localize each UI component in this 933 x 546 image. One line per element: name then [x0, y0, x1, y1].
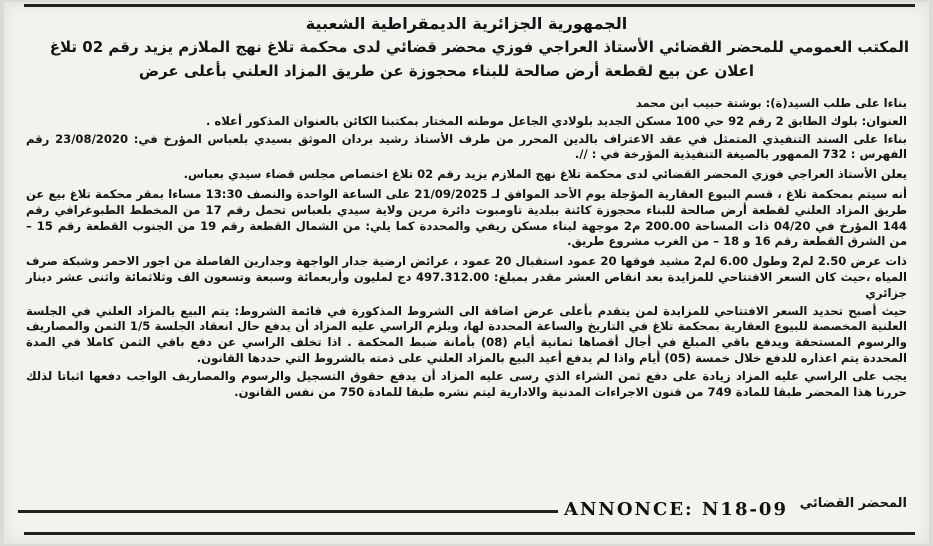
- office-heading: المكتب العمومي للمحضر القضائي الأستاذ العراجي فوزي محضر قضائي لدى محكمة تلاغ نهج الملازم يزيد رقم 02 تلاغ: [49, 38, 909, 56]
- annonce-rule: [18, 510, 558, 513]
- property-description-paragraph: ذات عرض 2.50 لم2 وطول 6.00 لم2 مشيد فوقها 20 عمود استقبال 20 عمود ، عرائض ارضية جدار الواجهة وجدارين الفاصلة من اجور الاحمر وشبكة صرف المياه ،حيث كان السعر الافتتاحي للمزايدة بعد انقاص العشر مقدر بمبلغ: 497.312.00 دج لمليون وأربعمائة وسبعة وتسعون الف وثلاثمائة واثنى عشر دينار جزائري: [26, 254, 908, 300]
- buyer-obligations-paragraph: يجب على الراسي عليه المزاد زيادة على دفع ثمن الشراء الذي رسى عليه المزاد أن يدفع حقوق التسجيل والرسوم والمصاريف الواجب دفعها اثباتا لذلك حررنا هذا المحضر طبقا للمادة 749 من قنون الاجراءات المدنية والادارية ليتم نشره طبقا للمادة 750 من نفس القانون.: [26, 368, 907, 399]
- bottom-rule: [24, 532, 915, 535]
- announcement-body: [26, 96, 907, 402]
- address-paragraph: العنوان: بلوك الطابق 2 رقم 92 حي 100 مسكن الجديد بلولادي الجاعل موطنه المختار بمكتبنا الكائن بالعنوان المذكور أعلاه .: [205, 113, 907, 128]
- announcement-title: اعلان عن بيع لقطعة أرض صالحة للبناء محجوزة عن طريق المزاد العلني بأعلى عرض: [138, 62, 755, 80]
- auction-conditions-paragraph: حيث أصبح تحديد السعر الافتتاحي للمزايدة لمن يتقدم بأعلى عرض اضافة الى الشروط المذكورة في قائمة الشروط: يتم البيع بالمزاد العلني في الجلسة العلنية المخصصة للبيوع العقارية بمحكمة تلاغ في التاريخ والساعة المحددة لها، ويلزم الراسي عليه المزاد أن يدفع حال انعقاد الجلسة 1/5 الثمن والمصاريف والرسوم المستحقة ويدفع باقي المبلغ في أجال أقصاها ثمانية أيام (08) بأمانة ضبط المحكمة . اذا تخلف الراسي عن دفع باقي الثمن كاملا في المدة المحددة يتم اعذاره للدفع خلال خمسة (05) أيام واذا لم يدفع أعيد البيع بالمزاد العلني على ذمته بالشروط التي حددها القانون.: [26, 303, 908, 365]
- republic-heading: الجمهورية الجزائرية الديمقراطية الشعبية: [305, 14, 628, 33]
- newspaper-clipping: [4, 2, 929, 544]
- requester-paragraph: بناءا على طلب السيد(ة): بوشتة حبيب ابن محمد: [635, 96, 907, 110]
- bailiff-notice-paragraph: يعلن الأستاذ العراجي فوزي المحضر القضائي لدى محكمة تلاغ نهج الملازم يزيد رقم 02 تلاغ اختصاص مجلس قضاء سيدي بعباس.: [183, 167, 907, 182]
- executive-title-paragraph: بناءا على السند التنفيذي المتمثل في عقد الاعتراف بالدين المحرر من طرف الأستاذ رشيد بردان الموثق بسيدي بلعباس المؤرخ في: 23/08/2020 رقم الفهرس : 732 الممهور بالصيغة التنفيذية المؤرخة في : //.: [26, 131, 907, 162]
- top-rule: [24, 4, 915, 7]
- sale-details-paragraph: أنه سيتم بمحكمة تلاغ ، قسم البيوع العقارية المؤجلة يوم الأحد الموافق لـ 21/09/2025 على الساعة الواحدة والنصف 13:30 مساءا بمقر محكمة تلاغ بيع عن طريق المزاد العلني لقطعة أرض صالحة للبناء محجوزة كائنة ببلدية تاومبوت دائرة مرين ولاية سيدي بلعباس تحمل رقم 17 من المخطط الطبوغرافي رقم 144 المؤرخ في 04/20 ذات المساحة 200.00 م2 موجهة لبناء مسكن ريفي والمحددة كما يلي: من الشمال القطعة رقم 19 من الجنوب القطعة رقم 15 – من الشرق القطعة رقم 16 و 18 – من الغرب مشروع طريق.: [26, 186, 907, 249]
- annonce-number: ANNONCE: N18-09: [564, 499, 788, 520]
- bailiff-signature: المحضر القضائي: [799, 496, 907, 511]
